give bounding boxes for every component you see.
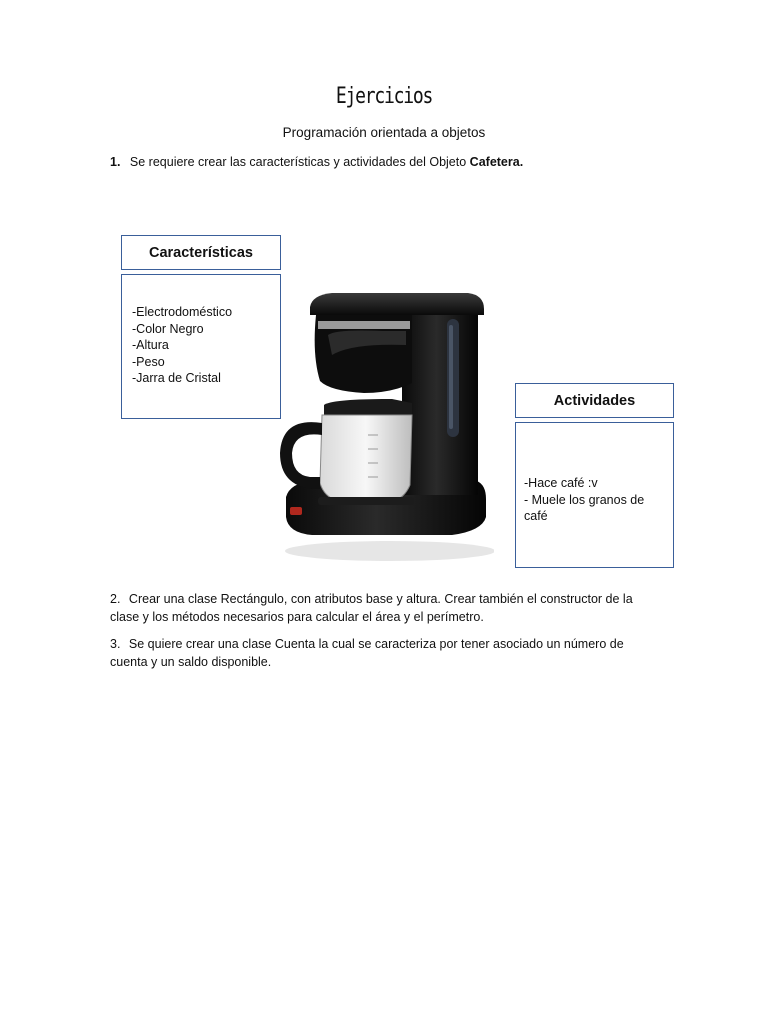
exercise-3-text: Se quiere crear una clase Cuenta la cual se caracteriza por tener asociado un número de cuenta y un saldo disponible. [110,637,624,669]
exercise-1-object-name: Cafetera. [469,155,524,169]
caracteristicas-header: Características [121,235,281,270]
coffee-maker-image [272,285,494,565]
exercise-1-text: Se requiere crear las características y actividades del Objeto [129,155,470,169]
actividad-item: -Hace café :v [524,476,598,490]
actividad-item: - Muele los granos de café [524,492,645,523]
exercise-1-number: 1. [110,155,121,169]
page-subtitle: Programación orientada a objetos [282,125,486,140]
caracteristica-item: -Jarra de Cristal [132,371,221,385]
caracteristica-item: -Altura [132,338,169,352]
caracteristica-item: -Electrodoméstico [132,305,233,319]
exercise-3-number: 3. [110,637,121,651]
exercise-2-number: 2. [110,592,121,606]
actividades-list [515,422,674,568]
exercise-3 [110,636,655,671]
caracteristica-item: -Color Negro [132,321,204,336]
exercise-2-text: Crear una clase Rectángulo, con atributos base y altura. Crear también el constructor de la clase y los métodos necesarios para calcular el área y el perímetro. [110,592,633,624]
actividades-header: Actividades [515,383,674,418]
exercise-2 [110,591,655,626]
exercise-1 [110,154,655,172]
caracteristica-item: -Peso [132,354,165,369]
page-title: Ejercicios [335,84,433,109]
caracteristicas-list [121,274,281,419]
